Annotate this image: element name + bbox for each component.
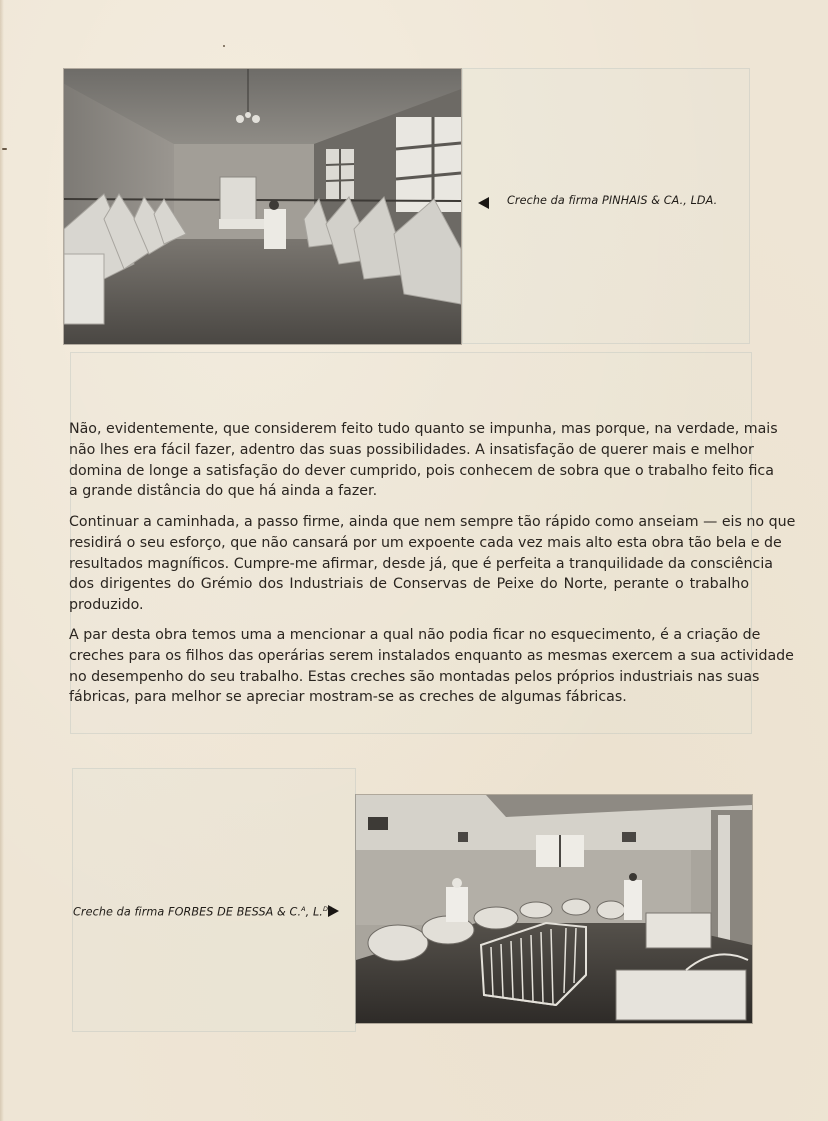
paragraph-2 (69, 512, 796, 616)
caption-superscript: A (301, 905, 306, 913)
photo-creche-pinhais (64, 69, 461, 344)
photo-caption-pinhais: Creche da firma PINHAIS & CA., LDA. (507, 194, 718, 207)
text-line: Não, evidentemente, que considerem feito tudo quanto se impunha, mas porque, na verdade, mais (69, 421, 778, 437)
photo-creche-forbes (356, 795, 752, 1023)
text-line: fábricas, para melhor se apreciar mostram-se as creches de algumas fábricas. (69, 689, 627, 706)
text-line: a grande distância do que há ainda a fazer. (69, 483, 378, 500)
paragraph-3 (69, 625, 794, 708)
text-line: A par desta obra temos uma a mencionar a qual não podia ficar no esquecimento, é a criação de (69, 627, 761, 643)
text-line: no desempenho do seu trabalho. Estas creches são montadas pelos próprios industriais nas suas (69, 668, 760, 685)
text-line: produzido. (69, 597, 144, 614)
paper-speck (2, 148, 7, 150)
text-line: resultados magníficos. Cumpre-me afirmar, desde já, que é perfeita a tranquilidade da consciência (69, 555, 773, 572)
nursery-room-photo-2 (356, 795, 752, 1023)
text-line: dos dirigentes do Grémio dos Industriais de Conservas de Peixe do Norte, perante o trabalho (69, 576, 749, 593)
text-line: domina de longe a satisfação do dever cumprido, pois conhecem de sobra que o trabalho feito fica (69, 462, 774, 479)
photo-caption-forbes (73, 905, 333, 919)
paragraph-1 (69, 419, 778, 502)
right-arrow-icon (328, 905, 339, 917)
page-edge-shadow (0, 0, 4, 1121)
caption-text: Creche da firma FORBES DE BESSA & C. (73, 905, 302, 919)
text-line: residirá o seu esforço, que não cansará por um expoente cada vez mais alto esta obra tão bela e de (69, 534, 782, 551)
text-line: Continuar a caminhada, a passo firme, ainda que nem sempre tão rápido como anseiam — eis no que (69, 514, 796, 530)
text-line: creches para os filhos das operárias serem instalados enquanto as mesmas exercem a sua actividade (69, 647, 794, 664)
left-arrow-icon (478, 197, 489, 209)
caption-text: , L. (305, 905, 323, 919)
show-through-box-bottom (72, 768, 356, 1032)
caption-superscript: DA (322, 905, 333, 913)
nursery-room-photo-1 (64, 69, 461, 344)
paper-speck (223, 45, 225, 47)
text-line: não lhes era fácil fazer, adentro das suas possibilidades. A insatisfação de querer mais e melhor (69, 441, 754, 458)
